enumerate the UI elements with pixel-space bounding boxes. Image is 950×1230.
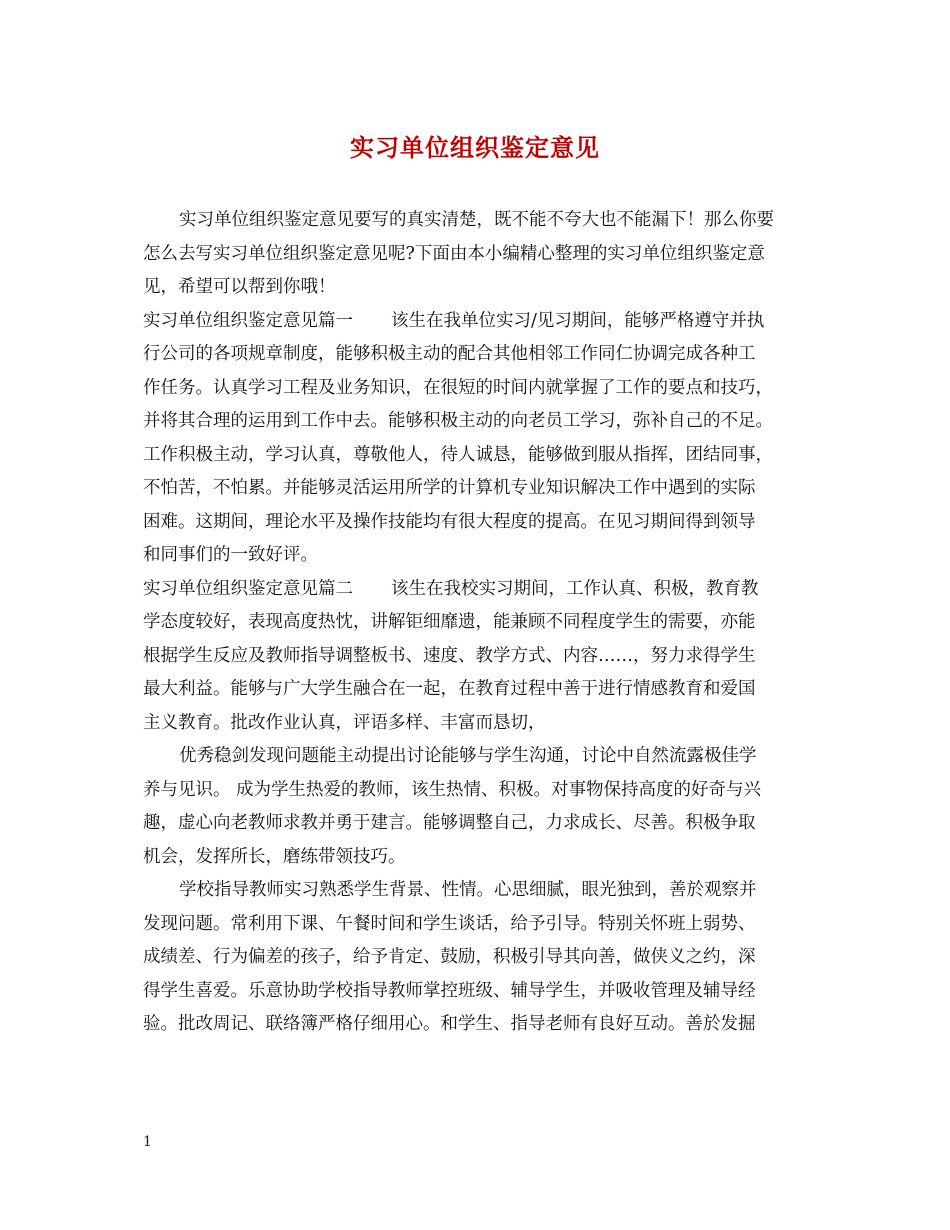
- text-line: 得学生喜爱。乐意协助学校指导教师掌控班级、辅导学生，并吸收管理及辅导经: [143, 980, 756, 1001]
- text-line: 最大利益。能够与广大学生融合在一起，在教育过程中善于进行情感教育和爱国: [143, 679, 756, 699]
- text-line: 机会，发挥所长，磨练带领技巧。: [143, 846, 406, 867]
- text-line: 趣，虚心向老教师求教并勇于建言。能够调整自己，力求成长、尽善。积极争取: [143, 813, 756, 833]
- text-segment: 该生在我校实习期间，工作认真、积极，教育教: [391, 578, 759, 599]
- text-line: 见，希望可以帮到你哦！: [143, 277, 336, 297]
- text-segment: 该生在我单位实习/见习期间，能够严格遵守并执: [391, 310, 765, 331]
- text-line: 根据学生反应及教师指导调整板书、速度、教学方式、内容……，努力求得学生: [143, 645, 756, 666]
- text-line: 并将其合理的运用到工作中去。能够积极主动的向老员工学习，弥补自己的不足。: [143, 411, 773, 431]
- text-line: 怎么去写实习单位组织鉴定意见呢?下面由本小编精心整理的实习单位组织鉴定意: [143, 243, 765, 264]
- text-line: 学校指导教师实习熟悉学生背景、性情。心思细腻，眼光独到，善於观察并: [179, 880, 757, 900]
- text-line: 不怕苦，不怕累。并能够灵活运用所学的计算机专业知识解决工作中遇到的实际: [143, 478, 756, 498]
- section-line: [143, 573, 811, 607]
- text-line: 养与见识。 成为学生热爱的教师，该生热情、积极。对事物保持高度的好奇与兴: [143, 779, 762, 800]
- section-heading: 实习单位组织鉴定意见篇一: [143, 310, 353, 331]
- text-line: 成绩差、行为偏差的孩子，给予肯定、鼓励，积极引导其向善，做侠义之约，深: [143, 947, 756, 967]
- document-title: 实习单位组织鉴定意见: [350, 133, 600, 162]
- text-line: 和同事们的一致好评。: [143, 545, 318, 565]
- text-line: 工作积极主动，学习认真，尊敬他人，待人诚恳，能够做到服从指挥，团结同事，: [143, 444, 773, 465]
- text-line: 行公司的各项规章制度，能够积极主动的配合其他相邻工作同仁协调完成各种工: [143, 344, 756, 364]
- document-body: [143, 204, 811, 1042]
- section-heading: 实习单位组织鉴定意见篇二: [143, 578, 353, 599]
- text-line: 发现问题。常利用下课、午餐时间和学生谈话，给予引导。特别关怀班上弱势、: [143, 913, 756, 934]
- section-line: [143, 305, 811, 339]
- text-line: 困难。这期间，理论水平及操作技能均有很大程度的提高。在见习期间得到领导: [143, 511, 756, 532]
- page-number: 1: [143, 1134, 152, 1150]
- text-line: 优秀稳剑发现问题能主动提出讨论能够与学生沟通，讨论中自然流露极佳学: [179, 746, 757, 766]
- text-line: 学态度较好，表现高度热忱，讲解钜细靡遗，能兼顾不同程度学生的需要，亦能: [143, 612, 756, 632]
- text-line: 作任务。认真学习工程及业务知识，在很短的时间内就掌握了工作的要点和技巧，: [143, 377, 773, 398]
- text-line: 验。批改周记、联络簿严格仔细用心。和学生、指导老师有良好互动。善於发掘: [143, 1014, 756, 1034]
- text-line: 实习单位组织鉴定意见要写的真实清楚，既不能不夸大也不能漏下！那么你要: [179, 210, 774, 230]
- text-line: 主义教育。批改作业认真，评语多样、丰富而恳切，: [143, 712, 546, 733]
